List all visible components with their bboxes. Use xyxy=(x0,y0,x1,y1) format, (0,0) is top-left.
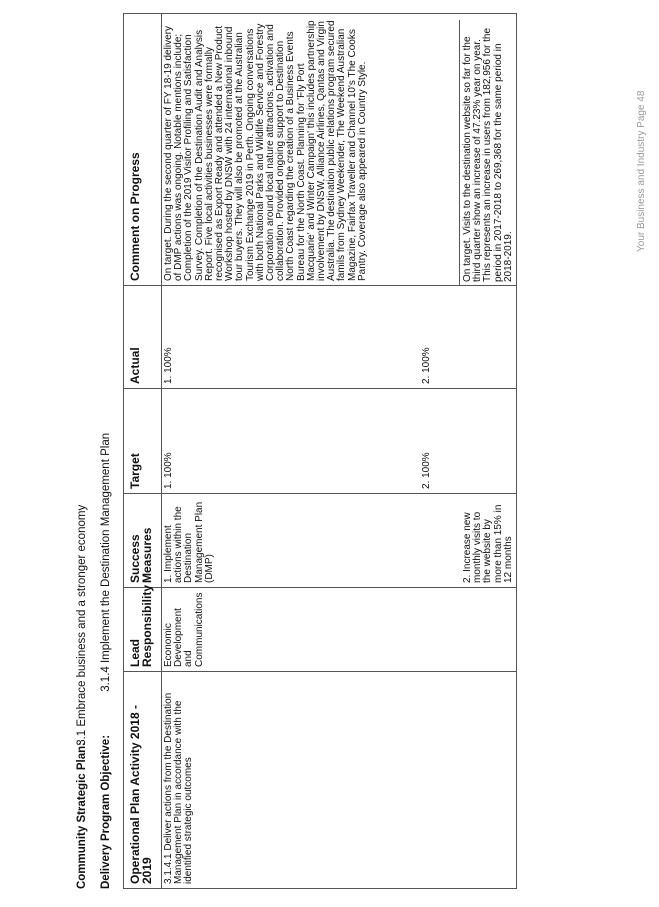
column-header-activity: Operational Plan Activity 2018 - 2019 xyxy=(124,672,162,889)
measure-item-1: 1. Implement actions within the Destination Management Plan (DMP) xyxy=(163,501,215,583)
actual-item-1: 1. 100% xyxy=(163,347,174,384)
lead-cell: Economic Development and Communications xyxy=(162,588,517,672)
column-header-measures: Success Measures xyxy=(124,494,162,588)
activity-cell: 3.1.4.1 Deliver actions from the Destination Management Plan in accordance with the identified strategic outcomes xyxy=(162,672,517,889)
strategic-plan-heading xyxy=(76,505,88,889)
column-header-lead: Lead Responsibility xyxy=(124,588,162,672)
measures-cell xyxy=(162,494,517,588)
objective-value: 3.1.4 Implement the Destination Management Plan xyxy=(100,432,112,692)
column-header-actual: Actual xyxy=(124,286,162,389)
objective-label: Delivery Program Objective: xyxy=(100,734,112,889)
table-header-row xyxy=(124,14,162,889)
actual-cell xyxy=(162,286,517,389)
target-item-1: 1. 100% xyxy=(163,452,174,489)
target-item-2: 2. 100% xyxy=(421,452,433,489)
column-header-comment: Comment on Progress xyxy=(124,14,162,286)
delivery-program-table xyxy=(123,13,517,889)
measure-item-2: 2. Increase new monthly visits to the website by more than 15% in 12 months xyxy=(462,504,514,583)
objective-heading xyxy=(100,433,112,889)
target-cell xyxy=(162,389,517,494)
strategic-plan-label: Community Strategic Plan: xyxy=(76,742,88,889)
page-footer: Your Business and Industry Page 48 xyxy=(636,90,647,252)
actual-item-2: 2. 100% xyxy=(421,347,433,384)
column-header-target: Target xyxy=(124,389,162,494)
strategic-plan-value: 3.1 Embrace business and a stronger economy xyxy=(76,504,88,746)
comment-item-2: On target. Visits to the destination website so far for the third quarter show an increase of 47.23% year on year. This represents an increase in users from 182,956 for the period in 2017-2018 to 269,368 for the same period in 2018-2019. xyxy=(459,20,514,286)
comment-item-1: On target. During the second quarter of FY 18-19 delivery of DMP actions was ongoing. Notable mentions include; Completion of the 2019 Visitor Profiling and Satisfaction Survey. Completion of the Destination Audit and Analysis Report. Five local activities businesses were formally recognised as Export Ready and attended a New Product Workshop hosted by DNSW with 24 international inbound tour buyers. They will also be promoted at the Australian Tourism Exchange 2019 in Perth. Ongoing conversations with both National Parks and Wildlife Service and Forestry Corporation around local nature attractions, activation and collaboration. Provided ongoing support to Destination North Coast regarding the creation of a Business Events Bureau for the North Coast. Planning for 'Fly Port Macquarie' and Winter Campaign' this includes partnership involvement by DNSW, Alliance Airlines, Qantas and Virgin Australia. The destination public relations program secured famils from Sydney Weekender, The Weekend Australian Magazine, Fairfax Traveller and Channel 10's The Cooks Pantry. Coverage also appeared in Country Style. xyxy=(163,20,368,281)
